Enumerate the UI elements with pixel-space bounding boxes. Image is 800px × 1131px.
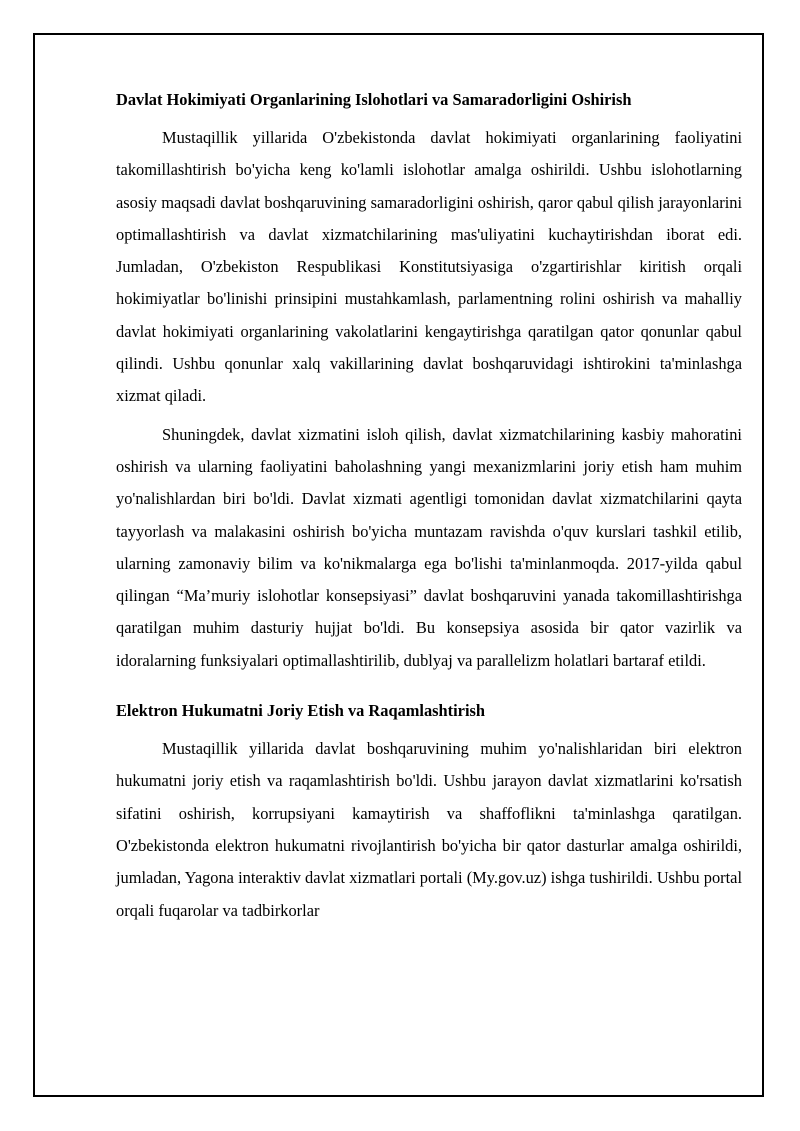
paragraph: Mustaqillik yillarida davlat boshqaruvining muhim yo'nalishlaridan biri elektron hukumatni joriy etish va raqamlashtirish bo'ldi. Ushbu jarayon davlat xizmatlarini ko'rsatish sifatini oshirish, korrupsiyani kamaytirish va shaffoflikni ta'minlashga qaratilgan. O'zbekistonda elektron hukumatni rivojlantirish bo'yicha bir qator dasturlar amalga oshirildi, jumladan, Yagona interaktiv davlat xizmatlari portali (My.gov.uz) ishga tushirildi. Ushbu portal orqali fuqarolar va tadbirkorlar [116,739,742,920]
document-body [116,84,742,927]
section-heading-reforms: Davlat Hokimiyati Organlarining Islohotlari va Samaradorligini Oshirish [116,90,632,109]
paragraph: Mustaqillik yillarida O'zbekistonda davlat hokimiyati organlarining faoliyatini takomillashtirish bo'yicha keng ko'lamli islohotlar amalga oshirildi. Ushbu islohotlarning asosiy maqsadi davlat boshqaruvining samaradorligini oshirish, qaror qabul qilish jarayonlarini optimallashtirish va davlat xizmatchilarining mas'uliyatini kuchaytirishdan iborat edi. Jumladan, O'zbekiston Respublikasi Konstitutsiyasiga o'zgartirishlar kiritish orqali hokimiyatlar bo'linishi prinsipini mustahkamlash, parlamentning rolini oshirish va mahalliy davlat hokimiyati organlarining vakolatlarini kengaytirishga qaratilgan qator qonunlar qabul qilindi. Ushbu qonunlar xalq vakillarining davlat boshqaruvidagi ishtirokini ta'minlashga xizmat qiladi. [116,128,742,406]
section-heading-e-government: Elektron Hukumatni Joriy Etish va Raqamlashtirish [116,701,486,721]
paragraph: Shuningdek, davlat xizmatini isloh qilish, davlat xizmatchilarining kasbiy mahoratini oshirish va ularning faoliyatini baholashning yangi mexanizmlarini joriy etish ham muhim yo'nalishlardan biri bo'ldi. Davlat xizmati agentligi tomonidan davlat xizmatchilarini qayta tayyorlash va malakasini oshirish bo'yicha muntazam ravishda o'quv kurslari tashkil etilib, ularning zamonaviy bilim va ko'nikmalarga ega bo'lishi ta'minlanmoqda. 2017-yilda qabul qilingan “Ma’muriy islohotlar konsepsiyasi” davlat boshqaruvini yanada takomillashtirishga qaratilgan muhim dasturiy hujjat bo'ldi. Bu konsepsiya asosida bir qator vazirlik va idoralarning funksiyalari optimallashtirilib, dublyaj va parallelizm holatlari bartaraf etildi. [116,424,742,670]
